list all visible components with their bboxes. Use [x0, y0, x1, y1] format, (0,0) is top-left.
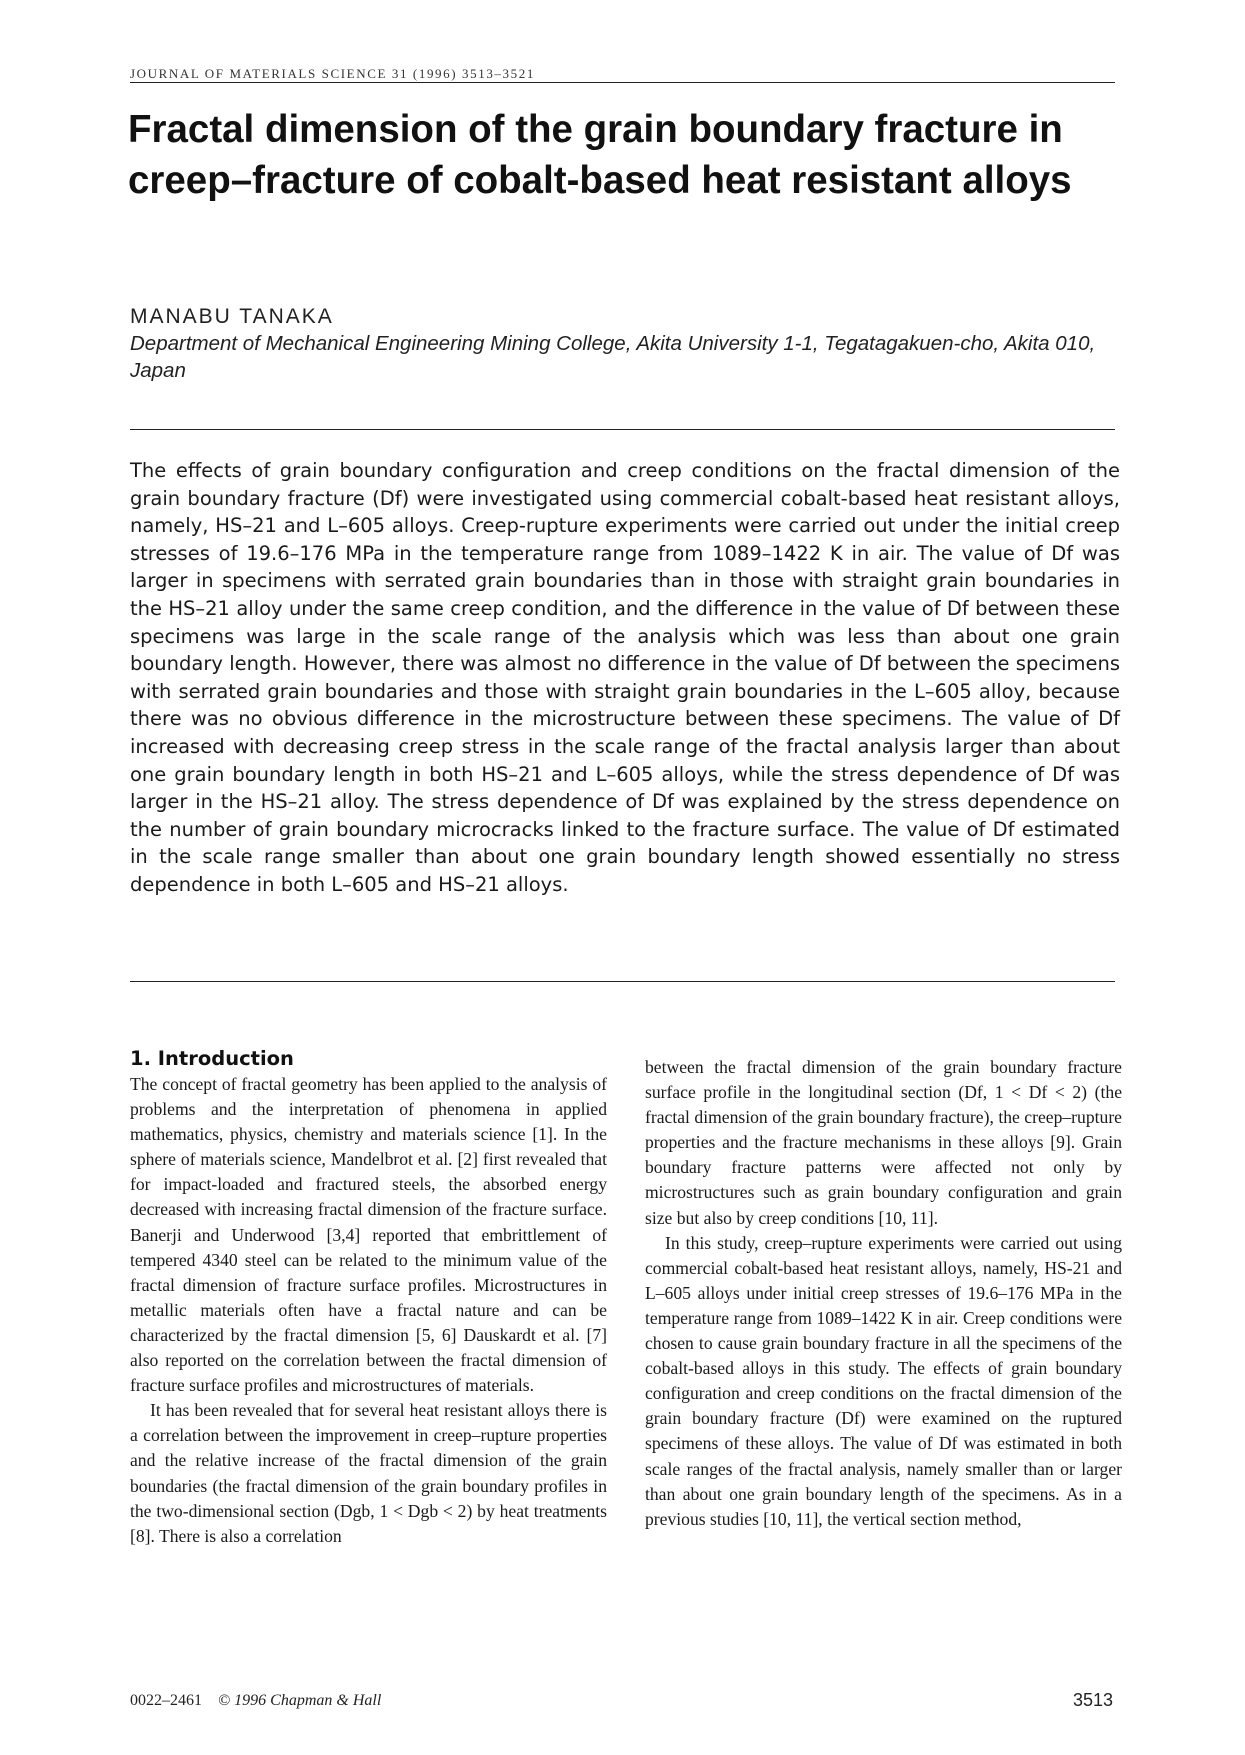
intro-paragraph-2: It has been revealed that for several heat resistant alloys there is a correlation between the improvement in creep–rupture properties and the relative increase of the fractal dimension of the grain boundaries (the fractal dimension of the grain boundary profiles in the two-dimensional section (Dgb, 1 < Dgb < 2) by heat treatments [8]. There is also a correlation: [130, 1400, 607, 1546]
abstract-top-rule: [130, 429, 1115, 430]
issn: 0022–2461: [130, 1692, 202, 1709]
intro-paragraph-3: between the fractal dimension of the grain boundary fracture surface profile in the longitudinal section (Df, 1 < Df < 2) (the fractal dimension of the grain boundary fracture), the creep–rupture properties and the fracture mechanisms in these alloys [9]. Grain boundary fracture patterns were affected not only by microstructures such as grain boundary configuration and grain size but also by creep conditions [10, 11].: [645, 1057, 1122, 1228]
copyright: © 1996 Chapman & Hall: [218, 1692, 382, 1709]
page-number: 3513: [1072, 1690, 1113, 1710]
abstract-text: The effects of grain boundary configuration and creep conditions on the fractal dimension of the grain boundary fracture (Df) were investigated using commercial cobalt-based heat resistant alloys, namely, HS–21 and L–605 alloys. Creep-rupture experiments were carried out under the initial creep stresses of 19.6–176 MPa in the temperature range from 1089–1422 K in air. The value of Df was larger in specimens with serrated grain boundaries than in those with straight grain boundaries in the HS–21 alloy under the same creep condition, and the difference in the value of Df between these specimens was large in the scale range of the analysis which was less than about one grain boundary length. However, there was almost no difference in the value of Df between the specimens with serrated grain boundaries and those with straight grain boundaries in the L–605 alloy, because there was no obvious difference in the microstructure between these specimens. The value of Df increased with decreasing creep stress in the scale range of the fractal analysis larger than about one grain boundary length in both HS–21 and L–605 alloys, while the stress dependence of Df was larger in the HS–21 alloy. The stress dependence of Df was explained by the stress dependence on the number of grain boundary microcracks linked to the fracture surface. The value of Df estimated in the scale range smaller than about one grain boundary length showed essentially no stress dependence in both L–605 and HS–21 alloys.: [130, 459, 1120, 896]
footer-citation: [130, 1692, 381, 1710]
intro-paragraph-4: In this study, creep–rupture experiments were carried out using commercial cobalt-based heat resistant alloys, namely, HS-21 and L–605 alloys under initial creep stresses of 19.6–176 MPa in the temperature range from 1089–1422 K in air. Creep conditions were chosen to cause grain boundary fracture in all the specimens of the cobalt-based alloys in this study. The effects of grain boundary configuration and creep conditions on the fractal dimension of the grain boundary fracture (Df) were examined on the ruptured specimens of these alloys. The value of Df was estimated in both scale ranges of the fractal analysis, namely smaller than or larger than about one grain boundary length of the specimens. As in a previous studies [10, 11], the vertical section method,: [645, 1232, 1122, 1529]
header-rule: [130, 82, 1115, 83]
intro-paragraph-1: The concept of fractal geometry has been applied to the analysis of problems and the interpretation of phenomena in applied mathematics, physics, chemistry and materials science [1]. In the sphere of materials science, Mandelbrot et al. [2] first revealed that for impact-loaded and fractured steels, the absorbed energy decreased with increasing fractal dimension of the fracture surface. Banerji and Underwood [3,4] reported that embrittlement of tempered 4340 steel can be related to the minimum value of the fractal dimension of fracture surface profiles. Microstructures in metallic materials often have a fractal nature and can be characterized by the fractal dimension [5, 6] Dauskardt et al. [7] also reported on the correlation between the fractal dimension of fracture surface profiles and microstructures of materials.: [130, 1074, 607, 1396]
article-title: Fractal dimension of the grain boundary fracture in creep–fracture of cobalt-based heat resistant alloys: [128, 108, 1072, 202]
abstract-bottom-rule: [130, 981, 1115, 982]
right-column: [645, 1055, 1122, 1532]
abstract: [130, 457, 1120, 899]
author-affiliation: Department of Mechanical Engineering Mining College, Akita University 1-1, Tegatagakuen-cho, Akita 010, Japan: [130, 332, 1096, 382]
left-column: [130, 1046, 607, 1549]
journal-header: JOURNAL OF MATERIALS SCIENCE 31 (1996) 3513–3521: [130, 66, 535, 81]
author-name: MANABU TANAKA: [130, 305, 334, 328]
section-heading: 1. Introduction: [130, 1047, 294, 1070]
